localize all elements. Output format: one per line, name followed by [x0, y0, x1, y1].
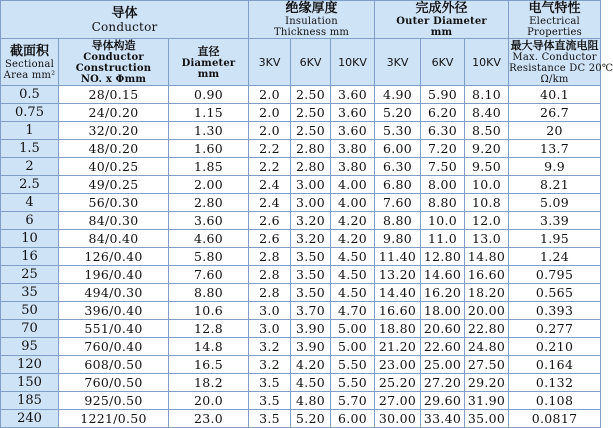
insulation-10kv-cell: 5.70	[331, 392, 375, 410]
conductor-header-en: Conductor	[91, 19, 158, 34]
insulation-6kv-cell: 2.50	[291, 104, 331, 122]
insulation-3kv-cell: 2.6	[249, 212, 291, 230]
outer-6kv-cell: 25.00	[421, 356, 465, 374]
section-area-cell: 0.5	[1, 86, 59, 104]
outer-10kv-cell: 24.80	[465, 338, 509, 356]
table-row	[1, 212, 601, 230]
outer-6kv-cell: 27.20	[421, 374, 465, 392]
insulation-3kv-cell: 2.2	[249, 140, 291, 158]
resistance-cell: 3.39	[509, 212, 601, 230]
section-header-en1: Sectional	[4, 58, 54, 70]
diameter-cell: 12.8	[169, 320, 249, 338]
construction-cell: 40/0.25	[59, 158, 169, 176]
diameter-cell: 18.2	[169, 374, 249, 392]
outer-3kv-cell: 6.00	[375, 140, 421, 158]
insulation-10kv-cell: 4.00	[331, 176, 375, 194]
outer-10kv-cell: 35.00	[465, 410, 509, 428]
outer-10kv-cell: 14.80	[465, 248, 509, 266]
insulation-6kv-cell: 5.20	[291, 410, 331, 428]
diameter-cell: 16.5	[169, 356, 249, 374]
outer-header-en1: Outer Diameter	[396, 16, 487, 27]
resistance-cell: 9.9	[509, 158, 601, 176]
table-row	[1, 410, 601, 428]
section-area-cell: 4	[1, 194, 59, 212]
conductor-header-zh: 导体	[111, 5, 138, 21]
insulation-header-en1: Insulation	[285, 16, 338, 27]
resistance-cell: 20	[509, 122, 601, 140]
diameter-cell: 5.80	[169, 248, 249, 266]
insulation-6kv-cell: 3.20	[291, 230, 331, 248]
construction-cell: 396/0.40	[59, 302, 169, 320]
construction-header-en1: Conductor	[83, 52, 144, 63]
outer-10kv-cell: 20.00	[465, 302, 509, 320]
resistance-cell: 0.108	[509, 392, 601, 410]
diameter-cell: 2.00	[169, 176, 249, 194]
construction-cell: 32/0.20	[59, 122, 169, 140]
section-header-zh: 截面积	[9, 43, 49, 59]
diameter-cell: 10.6	[169, 302, 249, 320]
insulation-6kv-cell: 2.50	[291, 122, 331, 140]
table-row	[1, 230, 601, 248]
insulation-10kv-cell: 4.20	[331, 212, 375, 230]
resistance-header-zh: 最大导体直流电阻	[510, 39, 599, 52]
insulation-6kv-cell: 2.80	[291, 158, 331, 176]
construction-cell: 1221/0.50	[59, 410, 169, 428]
diameter-cell: 0.90	[169, 86, 249, 104]
diameter-cell: 20.0	[169, 392, 249, 410]
table-row	[1, 248, 601, 266]
construction-header-en2: Construction	[75, 63, 152, 74]
outer-10kv-cell: 9.50	[465, 158, 509, 176]
diameter-cell: 4.60	[169, 230, 249, 248]
outer-10kv-cell: 31.90	[465, 392, 509, 410]
outer-6kv-cell: 5.90	[421, 86, 465, 104]
outer-10kv-cell: 9.20	[465, 140, 509, 158]
resistance-cell: 0.277	[509, 320, 601, 338]
insulation-3kv-cell: 3.5	[249, 392, 291, 410]
outer-6kv-cell: 16.20	[421, 284, 465, 302]
insulation-6kv-cell: 4.50	[291, 374, 331, 392]
outer-3kv-cell: 14.40	[375, 284, 421, 302]
outer-header-zh: 完成外径	[415, 1, 468, 16]
insulation-3kv-cell: 2.0	[249, 86, 291, 104]
outer-10kv-cell: 12.0	[465, 212, 509, 230]
table-row	[1, 338, 601, 356]
insulation-3kv-cell: 2.6	[249, 230, 291, 248]
insulation-3kv-cell: 2.8	[249, 284, 291, 302]
construction-header	[59, 39, 169, 86]
table-row	[1, 176, 601, 194]
insulation-10kv-cell: 5.00	[331, 320, 375, 338]
insulation-6kv-cell: 3.00	[291, 176, 331, 194]
insulation-10kv-cell: 4.70	[331, 302, 375, 320]
electrical-header-en1: Electrical	[529, 16, 580, 27]
table-row	[1, 104, 601, 122]
insulation-3kv-cell: 2.8	[249, 266, 291, 284]
outer-6kv-cell: 12.80	[421, 248, 465, 266]
outer-3kv-cell: 6.30	[375, 158, 421, 176]
section-header-en2: Area mm²	[3, 69, 56, 81]
insulation-10kv-cell: 3.80	[331, 140, 375, 158]
insulation-group-header	[249, 1, 375, 39]
resistance-cell: 0.565	[509, 284, 601, 302]
construction-cell: 56/0.30	[59, 194, 169, 212]
section-area-cell: 2	[1, 158, 59, 176]
resistance-cell: 0.132	[509, 374, 601, 392]
resistance-cell: 0.795	[509, 266, 601, 284]
outer-6kv-cell: 8.00	[421, 176, 465, 194]
outer-header-en2: mm	[430, 27, 453, 38]
outer-10kv-cell: 18.20	[465, 284, 509, 302]
construction-cell: 84/0.30	[59, 212, 169, 230]
table-row	[1, 194, 601, 212]
outer-3kv-cell: 5.30	[375, 122, 421, 140]
diameter-cell: 1.30	[169, 122, 249, 140]
insulation-10kv-header: 10KV	[331, 39, 375, 86]
construction-cell: 28/0.15	[59, 86, 169, 104]
section-area-cell: 150	[1, 374, 59, 392]
insulation-10kv-cell: 6.00	[331, 410, 375, 428]
insulation-10kv-cell: 4.50	[331, 248, 375, 266]
section-area-cell: 25	[1, 266, 59, 284]
outer-3kv-header: 3KV	[375, 39, 421, 86]
resistance-cell: 8.21	[509, 176, 601, 194]
section-area-cell: 240	[1, 410, 59, 428]
section-area-cell: 50	[1, 302, 59, 320]
outer-3kv-cell: 8.80	[375, 212, 421, 230]
outer-3kv-cell: 11.40	[375, 248, 421, 266]
outer-6kv-cell: 14.60	[421, 266, 465, 284]
section-area-cell: 6	[1, 212, 59, 230]
diameter-cell: 1.15	[169, 104, 249, 122]
outer-6kv-cell: 20.60	[421, 320, 465, 338]
insulation-10kv-cell: 4.50	[331, 266, 375, 284]
section-area-cell: 2.5	[1, 176, 59, 194]
outer-6kv-cell: 18.00	[421, 302, 465, 320]
insulation-6kv-cell: 3.00	[291, 194, 331, 212]
insulation-3kv-cell: 3.5	[249, 410, 291, 428]
resistance-cell: 0.0817	[509, 410, 601, 428]
diameter-header-zh: 直径	[197, 44, 220, 58]
construction-cell: 551/0.40	[59, 320, 169, 338]
insulation-10kv-cell: 3.60	[331, 122, 375, 140]
table-row	[1, 284, 601, 302]
construction-cell: 48/0.20	[59, 140, 169, 158]
resistance-cell: 0.393	[509, 302, 601, 320]
table-row	[1, 374, 601, 392]
diameter-header-en2: mm	[197, 68, 220, 80]
insulation-10kv-cell: 3.80	[331, 158, 375, 176]
table-row	[1, 266, 601, 284]
insulation-6kv-header: 6KV	[291, 39, 331, 86]
diameter-cell: 2.80	[169, 194, 249, 212]
insulation-3kv-cell: 3.2	[249, 338, 291, 356]
insulation-3kv-cell: 3.0	[249, 302, 291, 320]
section-area-cell: 16	[1, 248, 59, 266]
section-area-cell: 35	[1, 284, 59, 302]
outer-3kv-cell: 25.20	[375, 374, 421, 392]
insulation-3kv-cell: 3.0	[249, 320, 291, 338]
construction-cell: 24/0.20	[59, 104, 169, 122]
outer-diameter-group-header	[375, 1, 509, 39]
diameter-cell: 3.60	[169, 212, 249, 230]
insulation-3kv-cell: 3.2	[249, 356, 291, 374]
resistance-cell: 26.7	[509, 104, 601, 122]
conductor-group-header	[1, 1, 249, 39]
diameter-cell: 8.80	[169, 284, 249, 302]
outer-6kv-cell: 7.20	[421, 140, 465, 158]
construction-cell: 84/0.40	[59, 230, 169, 248]
outer-10kv-cell: 8.10	[465, 86, 509, 104]
construction-header-zh: 导体构造	[91, 39, 136, 52]
table-row	[1, 392, 601, 410]
resistance-header	[509, 39, 613, 86]
section-area-cell: 0.75	[1, 104, 59, 122]
insulation-3kv-cell: 2.4	[249, 176, 291, 194]
table-row	[1, 356, 601, 374]
outer-6kv-cell: 11.0	[421, 230, 465, 248]
outer-10kv-cell: 22.80	[465, 320, 509, 338]
outer-3kv-cell: 27.00	[375, 392, 421, 410]
outer-3kv-cell: 21.20	[375, 338, 421, 356]
section-area-header	[1, 39, 59, 86]
outer-6kv-cell: 6.30	[421, 122, 465, 140]
outer-6kv-cell: 10.0	[421, 212, 465, 230]
outer-10kv-cell: 10.0	[465, 176, 509, 194]
outer-3kv-cell: 9.80	[375, 230, 421, 248]
outer-6kv-cell: 7.50	[421, 158, 465, 176]
insulation-10kv-cell: 4.00	[331, 194, 375, 212]
outer-6kv-cell: 6.20	[421, 104, 465, 122]
outer-10kv-cell: 27.50	[465, 356, 509, 374]
insulation-header-en2: Thickness mm	[273, 27, 350, 38]
section-area-cell: 95	[1, 338, 59, 356]
insulation-6kv-cell: 3.70	[291, 302, 331, 320]
diameter-cell: 7.60	[169, 266, 249, 284]
insulation-3kv-cell: 2.0	[249, 104, 291, 122]
outer-3kv-cell: 7.60	[375, 194, 421, 212]
outer-10kv-cell: 10.8	[465, 194, 509, 212]
table-row	[1, 86, 601, 104]
outer-6kv-cell: 33.40	[421, 410, 465, 428]
spec-table-body	[1, 86, 601, 428]
outer-10kv-header: 10KV	[465, 39, 509, 86]
outer-6kv-cell: 8.80	[421, 194, 465, 212]
table-row	[1, 122, 601, 140]
outer-3kv-cell: 5.20	[375, 104, 421, 122]
outer-6kv-cell: 22.60	[421, 338, 465, 356]
insulation-3kv-cell: 3.5	[249, 374, 291, 392]
insulation-6kv-cell: 4.20	[291, 356, 331, 374]
resistance-cell: 40.1	[509, 86, 601, 104]
outer-6kv-header: 6KV	[421, 39, 465, 86]
construction-cell: 196/0.40	[59, 266, 169, 284]
insulation-3kv-cell: 2.0	[249, 122, 291, 140]
section-area-cell: 10	[1, 230, 59, 248]
electrical-header-zh: 电气特性	[528, 1, 581, 16]
outer-10kv-cell: 13.0	[465, 230, 509, 248]
outer-3kv-cell: 30.00	[375, 410, 421, 428]
insulation-6kv-cell: 2.50	[291, 86, 331, 104]
insulation-6kv-cell: 3.90	[291, 320, 331, 338]
electrical-header-en2: Properties	[527, 27, 583, 38]
insulation-10kv-cell: 3.60	[331, 86, 375, 104]
construction-cell: 49/0.25	[59, 176, 169, 194]
table-row	[1, 140, 601, 158]
section-area-cell: 1	[1, 122, 59, 140]
resistance-cell: 0.164	[509, 356, 601, 374]
outer-3kv-cell: 18.80	[375, 320, 421, 338]
table-row	[1, 158, 601, 176]
insulation-10kv-cell: 5.50	[331, 356, 375, 374]
diameter-cell: 23.0	[169, 410, 249, 428]
outer-3kv-cell: 23.00	[375, 356, 421, 374]
insulation-6kv-cell: 3.50	[291, 284, 331, 302]
outer-10kv-cell: 16.60	[465, 266, 509, 284]
insulation-10kv-cell: 4.20	[331, 230, 375, 248]
resistance-header-en3: Ω/km	[540, 74, 569, 85]
outer-10kv-cell: 29.20	[465, 374, 509, 392]
construction-cell: 760/0.50	[59, 374, 169, 392]
insulation-6kv-cell: 3.20	[291, 212, 331, 230]
resistance-header-en2: Resistance DC 20℃	[509, 63, 613, 74]
outer-3kv-cell: 4.90	[375, 86, 421, 104]
insulation-3kv-cell: 2.8	[249, 248, 291, 266]
construction-cell: 126/0.40	[59, 248, 169, 266]
insulation-10kv-cell: 4.50	[331, 284, 375, 302]
insulation-6kv-cell: 3.90	[291, 338, 331, 356]
resistance-header-en1: Max. Conductor	[512, 52, 597, 63]
construction-cell: 925/0.50	[59, 392, 169, 410]
resistance-cell: 1.24	[509, 248, 601, 266]
outer-3kv-cell: 16.60	[375, 302, 421, 320]
outer-10kv-cell: 8.50	[465, 122, 509, 140]
insulation-3kv-header: 3KV	[249, 39, 291, 86]
section-area-cell: 185	[1, 392, 59, 410]
electrical-group-header	[509, 1, 601, 39]
construction-header-en3: NO. x Φmm	[80, 74, 147, 85]
resistance-cell: 1.95	[509, 230, 601, 248]
insulation-10kv-cell: 3.60	[331, 104, 375, 122]
construction-cell: 760/0.40	[59, 338, 169, 356]
outer-10kv-cell: 8.40	[465, 104, 509, 122]
insulation-6kv-cell: 2.80	[291, 140, 331, 158]
section-area-cell: 1.5	[1, 140, 59, 158]
outer-6kv-cell: 29.60	[421, 392, 465, 410]
diameter-header	[169, 39, 249, 86]
diameter-cell: 1.60	[169, 140, 249, 158]
resistance-cell: 13.7	[509, 140, 601, 158]
diameter-cell: 14.8	[169, 338, 249, 356]
table-row	[1, 320, 601, 338]
outer-3kv-cell: 6.80	[375, 176, 421, 194]
table-row	[1, 302, 601, 320]
insulation-10kv-cell: 5.50	[331, 374, 375, 392]
insulation-3kv-cell: 2.4	[249, 194, 291, 212]
diameter-header-en1: Diameter	[181, 57, 236, 69]
insulation-3kv-cell: 2.2	[249, 158, 291, 176]
construction-cell: 494/0.30	[59, 284, 169, 302]
resistance-cell: 0.210	[509, 338, 601, 356]
insulation-header-zh: 绝缘厚度	[285, 1, 338, 16]
section-area-cell: 120	[1, 356, 59, 374]
section-area-cell: 70	[1, 320, 59, 338]
insulation-6kv-cell: 3.50	[291, 248, 331, 266]
insulation-10kv-cell: 5.00	[331, 338, 375, 356]
diameter-cell: 1.85	[169, 158, 249, 176]
construction-cell: 608/0.50	[59, 356, 169, 374]
insulation-6kv-cell: 4.80	[291, 392, 331, 410]
resistance-cell: 5.09	[509, 194, 601, 212]
insulation-6kv-cell: 3.50	[291, 266, 331, 284]
outer-3kv-cell: 13.20	[375, 266, 421, 284]
